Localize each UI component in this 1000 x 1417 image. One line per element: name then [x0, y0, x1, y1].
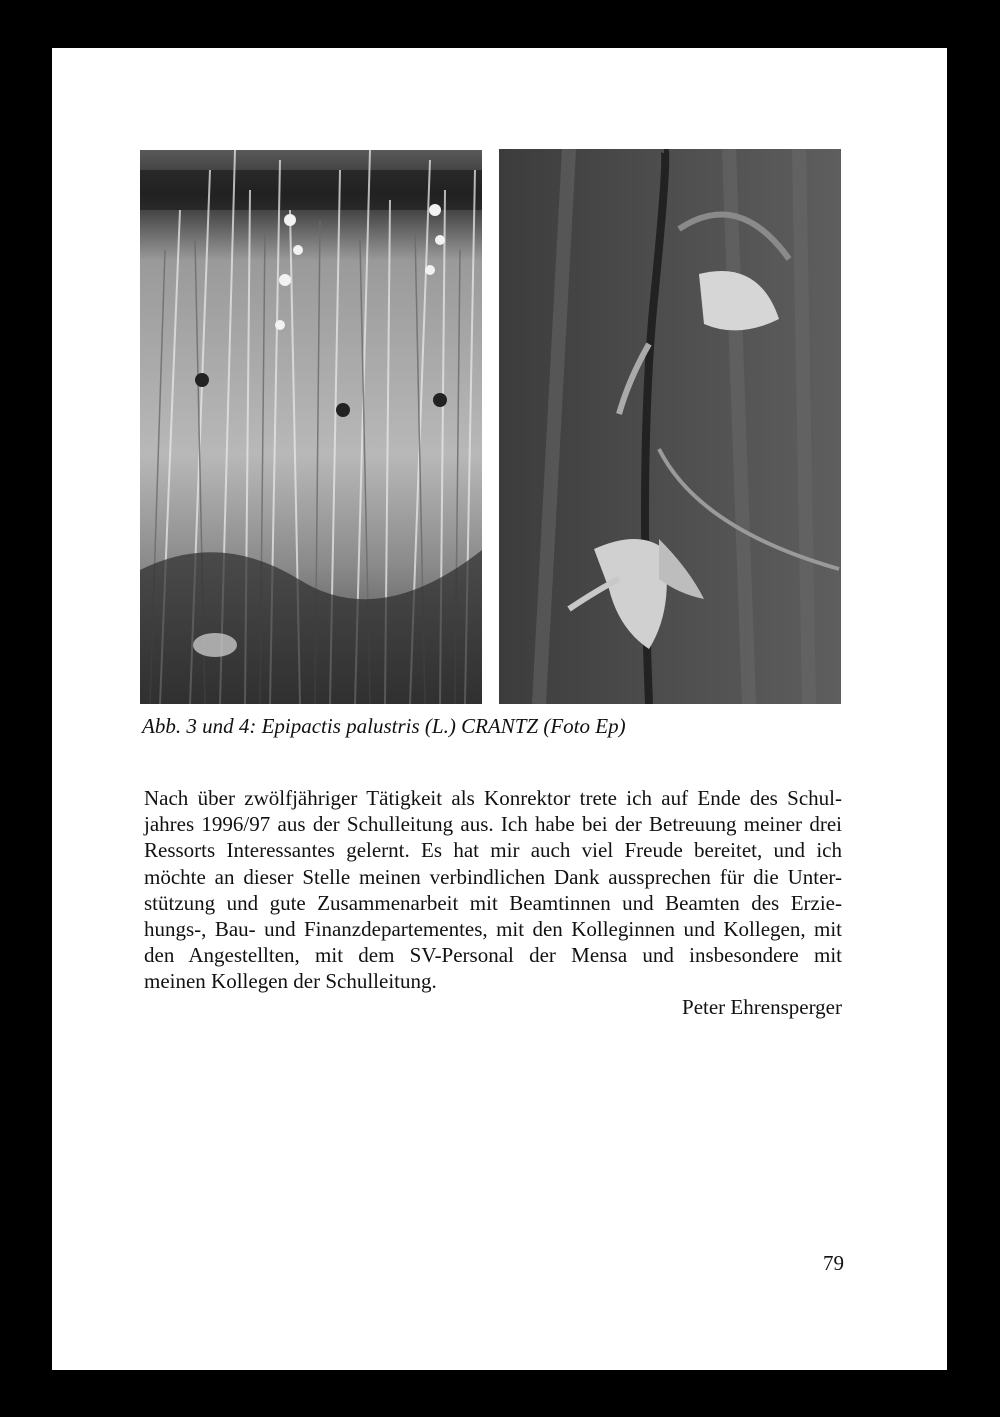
photo-orchids-meadow	[140, 150, 482, 704]
author-signature: Peter Ehrensperger	[682, 995, 842, 1019]
body-line: möchte an dieser Stelle meinen verbindlichen Dank aussprechen für die Unter-	[144, 864, 842, 889]
body-line: meinen Kollegen der Schulleitung.	[144, 969, 437, 994]
document-page	[52, 48, 947, 1370]
body-line: den Angestellten, mit dem SV-Personal der Mensa und insbesondere mit	[144, 943, 842, 968]
photo-orchid-closeup	[499, 149, 841, 704]
body-line: Ressorts Interessantes gelernt. Es hat mir auch viel Freude bereitet, und ich	[144, 838, 842, 863]
body-line: stützung und gute Zusammenarbeit mit Beamtinnen und Beamten des Erzie-	[144, 890, 842, 915]
body-line: Nach über zwölfjähriger Tätigkeit als Konrektor trete ich auf Ende des Schul-	[144, 786, 842, 810]
body-line: hungs-, Bau- und Finanzdepartementes, mit den Kolleginnen und Kollegen, mit	[144, 917, 842, 942]
body-line: jahres 1996/97 aus der Schulleitung aus. Ich habe bei der Betreuung meiner drei	[144, 812, 842, 837]
page-number: 79	[823, 1251, 844, 1275]
figure-caption: Abb. 3 und 4: Epipactis palustris (L.) CRANTZ (Foto Ep)	[142, 714, 626, 738]
body-paragraph	[144, 785, 842, 995]
